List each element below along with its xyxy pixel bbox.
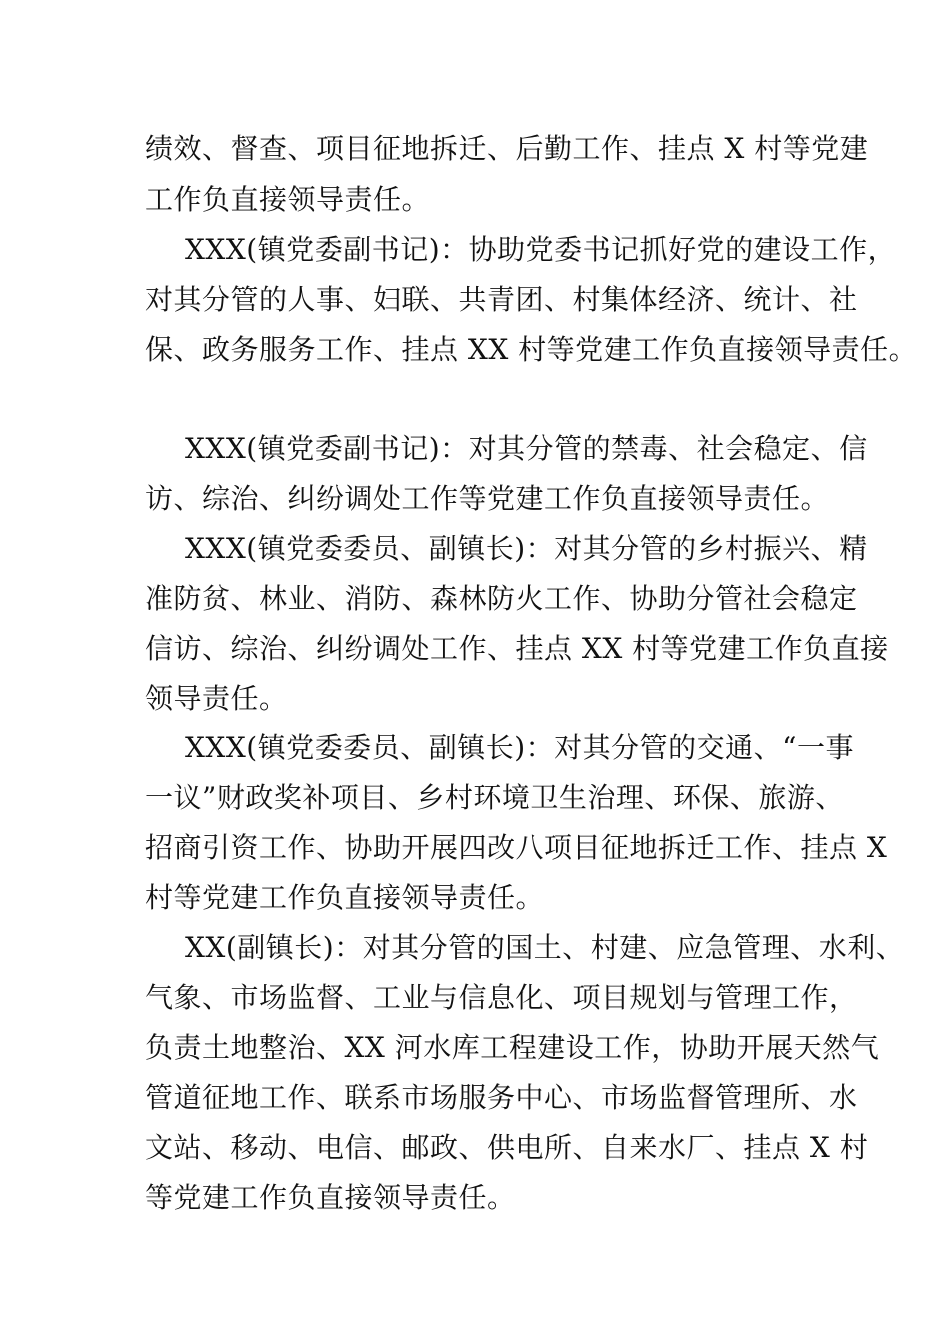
text-line: 村等党建工作负直接领导责任。 bbox=[145, 881, 545, 914]
text-line: 一议”财政奖补项目、乡村环境卫生治理、环保、旅游、 bbox=[145, 781, 844, 814]
text-line: 等党建工作负直接领导责任。 bbox=[145, 1181, 516, 1214]
text-line: 文站、移动、电信、邮政、供电所、自来水厂、挂点 X 村 bbox=[145, 1131, 869, 1164]
text-line: 保、政务服务工作、挂点 XX 村等党建工作负直接领导责任。 bbox=[145, 333, 918, 366]
text-line: 信访、综治、纠纷调处工作、挂点 XX 村等党建工作负直接 bbox=[145, 632, 889, 665]
text-line: 负责土地整治、XX 河水库工程建设工作，协助开展天然气 bbox=[145, 1031, 880, 1064]
text-line: 气象、市场监督、工业与信息化、项目规划与管理工作， bbox=[145, 981, 858, 1014]
text-line: 准防贫、林业、消防、森林防火工作、协助分管社会稳定 bbox=[145, 582, 858, 615]
text-line: XX(副镇长)：对其分管的国土、村建、应急管理、水利、 bbox=[185, 931, 905, 964]
text-line: 管道征地工作、联系市场服务中心、市场监督管理所、水 bbox=[145, 1081, 858, 1114]
text-line: XXX(镇党委委员、副镇长)：对其分管的交通、“一事 bbox=[185, 731, 854, 764]
text-line: 对其分管的人事、妇联、共青团、村集体经济、统计、社 bbox=[145, 283, 858, 316]
text-line: 工作负直接领导责任。 bbox=[145, 183, 431, 216]
text-line: XXX(镇党委委员、副镇长)：对其分管的乡村振兴、精 bbox=[185, 532, 868, 565]
text-line: 绩效、督查、项目征地拆迁、后勤工作、挂点 X 村等党建 bbox=[145, 132, 869, 165]
text-line: 招商引资工作、协助开展四改八项目征地拆迁工作、挂点 X bbox=[145, 831, 888, 864]
text-line: XXX(镇党委副书记)：对其分管的禁毒、社会稳定、信 bbox=[185, 432, 868, 465]
text-line: XXX(镇党委副书记)：协助党委书记抓好党的建设工作， bbox=[185, 233, 897, 266]
text-line: 访、综治、纠纷调处工作等党建工作负直接领导责任。 bbox=[145, 482, 830, 515]
text-line: 领导责任。 bbox=[145, 682, 288, 715]
